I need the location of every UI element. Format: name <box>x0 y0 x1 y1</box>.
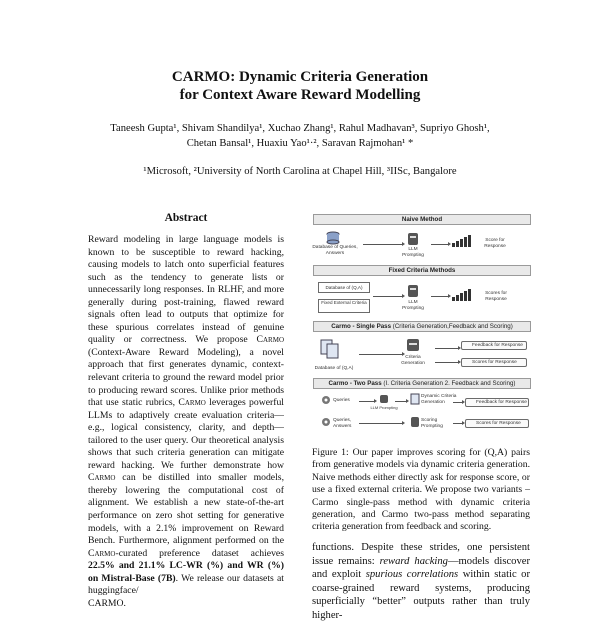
arrow <box>431 244 449 245</box>
single-pass-band: Carmo - Single Pass (Criteria Generation,Feedback and Scoring) <box>313 321 531 332</box>
arrow <box>359 401 375 402</box>
arrow <box>373 296 403 297</box>
abstract-text: Reward modeling in large language models is known to be susceptible to reward hacking, causing models to latch onto superficial features such as the tendency to generate lists or unnecessarily long responses. In RLHF, and more generally during post-training, flawed reward signals often lead to outputs that optimize for these spurious correlates instead of genuine quality or correctness. We propose Carmo (Context-Aware Reward Modeling), a novel approach that first generates dynamic, context-relevant criteria to ground the reward model prior to producing reward scores. Unlike prior methods that use static rubrics, Carmo leverages powerful LLMs to adaptively create evaluation criteria—e.g., logical consistency, clarity, and depth—tailored to the user query. Our theoretical analysis shows that such criteria generation can mitigate reward hacking. We further demonstrate how Carmo can be distilled into smaller models, thereby lowering the computational cost of alignment. We establish a new state-of-the-art performance on zero shot setting for generative models, with a 2.1% improvement on Reward Bench. Furthermore, alignment performed on the Carmo-curated preference dataset achieves 22.5% and 21.1% LC-WR (%) and WR (%) on Mistral-Base (7B). We release our datasets at huggingface/ CARMO. <box>88 234 284 609</box>
arrow <box>435 362 459 363</box>
two-dcg-label: Dynamic Criteria Generation <box>421 394 457 405</box>
arrow <box>453 402 463 403</box>
single-cg-label: Criteria Generation <box>401 355 425 366</box>
bar-chart-icon <box>451 288 473 302</box>
arrow <box>395 401 407 402</box>
gear-icon <box>321 395 331 405</box>
arrow <box>453 423 463 424</box>
authors-line-1: Taneesh Gupta¹, Shivam Shandilya¹, Xuchao Zhang¹, Rahul Madhavan³, Supriyo Ghosh¹, <box>110 123 490 134</box>
single-feedback-box: Feedback for Response <box>461 341 527 350</box>
llm-icon <box>410 416 420 428</box>
two-llm-label: LLM Prompting <box>370 405 398 410</box>
arrow <box>435 348 459 349</box>
documents-icon <box>319 338 341 360</box>
database-icon <box>325 231 341 245</box>
single-db-label: Database of (Q,A) <box>314 366 354 371</box>
naive-method-band: Naive Method <box>313 214 531 225</box>
two-qa-label: Queries, Answers <box>333 418 352 429</box>
body-text: functions. Despite these strides, one persistent issue remains: reward hacking—models discover and exploit spurious correlations within static or coarse-grained reward systems, producing superficially “better” outputs rather than truly higher- <box>312 542 531 621</box>
fixed-llm-label: LLM Prompting <box>402 300 424 311</box>
llm-icon <box>407 232 419 246</box>
two-feedback-box: Feedback for Response <box>465 398 529 407</box>
naive-llm-label: LLM Prompting <box>402 247 424 258</box>
naive-score-label: Score for Response <box>484 238 506 249</box>
naive-db-label: Database of Queries, Answers <box>312 245 358 256</box>
arrow <box>359 423 403 424</box>
figure-caption: Figure 1: Our paper improves scoring for (Q,A) pairs from generative models via dynamic criteria generation. Naive methods either directly ask for response score, or use a fixed external criteria. We propose two variants – Carmo single-pass method with dynamic criteria generation, and Carmo two-pass method separating criteria generation from feedback and scoring. <box>312 447 530 533</box>
arrow <box>431 296 449 297</box>
abstract-heading: Abstract <box>164 212 208 224</box>
paper-title-line-2: for Context Aware Reward Modelling <box>179 87 421 103</box>
fixed-db-box: Database of (Q,A) <box>318 282 370 293</box>
two-queries-label: Queries <box>333 398 350 403</box>
fixed-score-label: Scores for Response <box>485 291 507 302</box>
figure-1 <box>313 214 531 442</box>
two-sp-label: Scoring Prompting <box>421 418 443 429</box>
llm-icon <box>407 284 419 298</box>
fixed-criteria-band: Fixed Criteria Methods <box>313 265 531 276</box>
llm-icon <box>379 394 389 404</box>
arrow <box>363 244 403 245</box>
affiliations: ¹Microsoft, ²University of North Carolina at Chapel Hill, ³IISc, Bangalore <box>143 166 457 177</box>
document-icon <box>410 393 420 405</box>
two-score-box: Scores for Response <box>465 419 529 428</box>
single-score-box: Scores for Response <box>461 358 527 367</box>
fixed-ext-box: Fixed External Criteria <box>318 299 370 313</box>
bar-chart-icon <box>451 234 473 248</box>
two-pass-band: Carmo - Two Pass (I. Criteria Generation 2. Feedback and Scoring) <box>313 378 531 389</box>
llm-icon <box>406 338 420 352</box>
paper-title-line-1: CARMO: Dynamic Criteria Generation <box>171 69 429 85</box>
authors-line-2: Chetan Bansal¹, Huaxiu Yao¹·², Saravan Rajmohan¹ * <box>186 138 414 149</box>
gear-icon <box>321 417 331 427</box>
